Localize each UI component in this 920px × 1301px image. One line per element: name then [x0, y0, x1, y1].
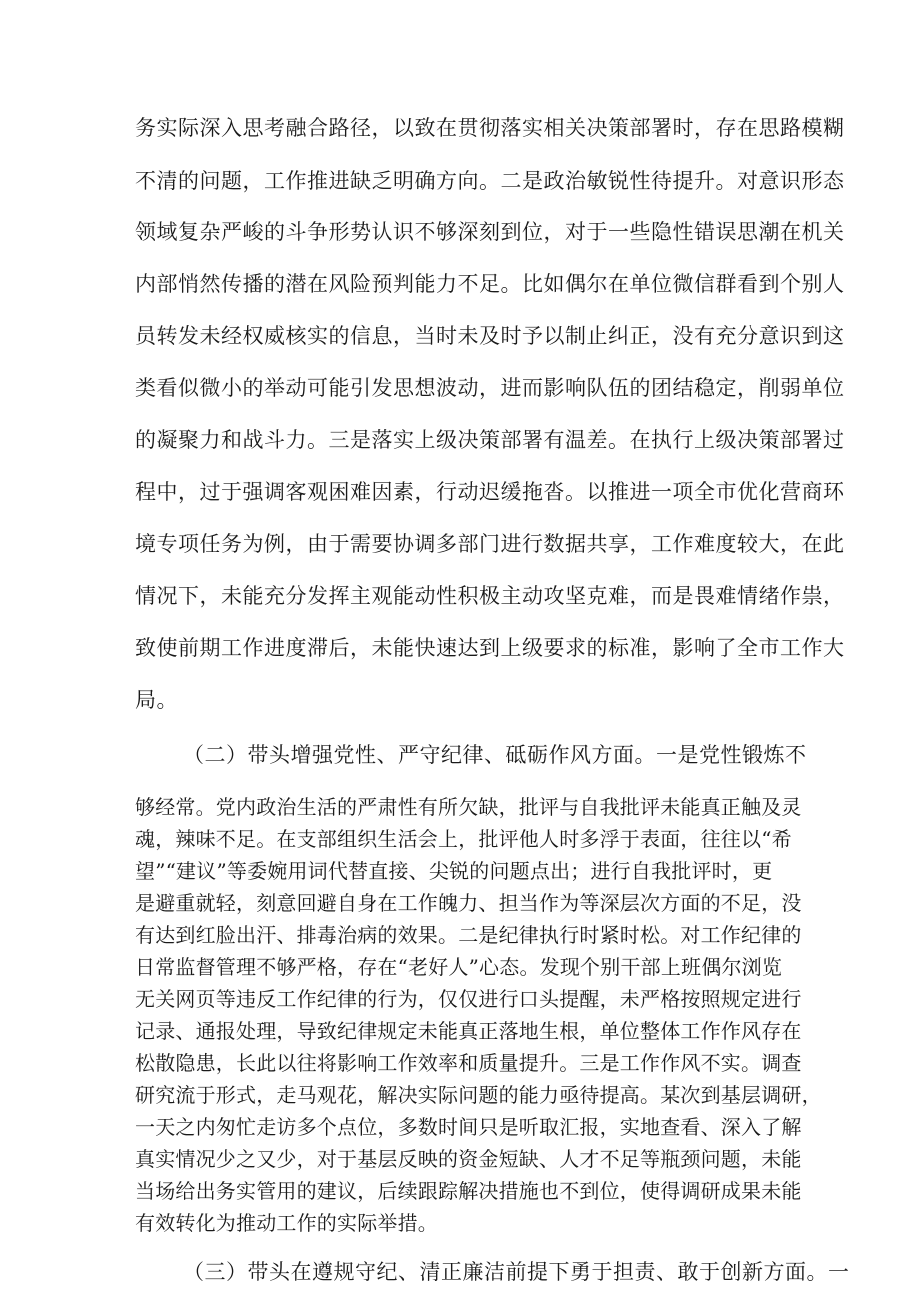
paragraph-line: 松散隐患，长此以往将影响工作效率和质量提升。三是工作作风不实。调查: [135, 1051, 802, 1075]
paragraph-line: 员转发未经权威核实的信息，当时未及时予以制止纠正，没有充分意识到这: [135, 324, 845, 348]
paragraph-line: 真实情况少之又少，对于基层反映的资金短缺、人才不足等瓶颈问题，未能: [135, 1147, 802, 1171]
paragraph-line: 是避重就轻，刻意回避自身在工作魄力、担当作为等深层次方面的不足，没: [135, 891, 802, 915]
section-3-heading: （三）带头在遵规守纪、清正廉洁前提下勇于担责、敢于创新方面。一: [183, 1260, 850, 1284]
paragraph-line: 够经常。党内政治生活的严肃性有所欠缺，批评与自我批评未能真正触及灵: [135, 795, 802, 819]
paragraph-line: 当场给出务实管用的建议，后续跟踪解决措施也不到位，使得调研成果未能: [135, 1179, 802, 1203]
paragraph-line: 研究流于形式，走马观花，解决实际问题的能力亟待提高。某次到基层调研，: [135, 1083, 822, 1107]
section-2-heading: （二）带头增强党性、严守纪律、砥砺作风方面。一是党性锻炼不: [183, 743, 807, 767]
paragraph-line: 类看似微小的举动可能引发思想波动，进而影响队伍的团结稳定，削弱单位: [135, 376, 845, 400]
paragraph-line: 务实际深入思考融合路径，以致在贯彻落实相关决策部署时，存在思路模糊: [135, 116, 845, 140]
paragraph-line: 内部悄然传播的潜在风险预判能力不足。比如偶尔在单位微信群看到个别人: [135, 272, 845, 296]
paragraph-line: 望”“建议”等委婉用词代替直接、尖锐的问题点出；进行自我批评时，更: [135, 859, 773, 883]
paragraph-line: 境专项任务为例，由于需要协调多部门进行数据共享，工作难度较大，在此: [135, 532, 845, 556]
paragraph-line: 的凝聚力和战斗力。三是落实上级决策部署有温差。在执行上级决策部署过: [135, 428, 845, 452]
paragraph-line: 有效转化为推动工作的实际举措。: [135, 1211, 438, 1235]
paragraph-line: 一天之内匆忙走访多个点位，多数时间只是听取汇报，实地查看、深入了解: [135, 1115, 802, 1139]
paragraph-line: 情况下，未能充分发挥主观能动性积极主动攻坚克难，而是畏难情绪作祟，: [135, 584, 845, 608]
paragraph-line: 记录、通报处理，导致纪律规定未能真正落地生根，单位整体工作作风存在: [135, 1019, 802, 1043]
paragraph-line: 不清的问题，工作推进缺乏明确方向。二是政治敏锐性待提升。对意识形态: [135, 169, 845, 193]
paragraph-line: 领域复杂严峻的斗争形势认识不够深刻到位，对于一些隐性错误思潮在机关: [135, 220, 845, 244]
paragraph-line: 日常监督管理不够严格，存在“老好人”心态。发现个别干部上班偶尔浏览: [135, 955, 783, 979]
paragraph-line: 无关网页等违反工作纪律的行为，仅仅进行口头提醒，未严格按照规定进行: [135, 987, 802, 1011]
paragraph-line: 魂，辣味不足。在支部组织生活会上，批评他人时多浮于表面，往往以“希: [135, 827, 792, 851]
paragraph-line: 程中，过于强调客观困难因素，行动迟缓拖沓。以推进一项全市优化营商环: [135, 480, 845, 504]
paragraph-line: 有达到红脸出汗、排毒治病的效果。二是纪律执行时紧时松。对工作纪律的: [135, 923, 802, 947]
paragraph-line: 局。: [135, 688, 178, 712]
paragraph-line: 致使前期工作进度滞后，未能快速达到上级要求的标准，影响了全市工作大: [135, 636, 845, 660]
